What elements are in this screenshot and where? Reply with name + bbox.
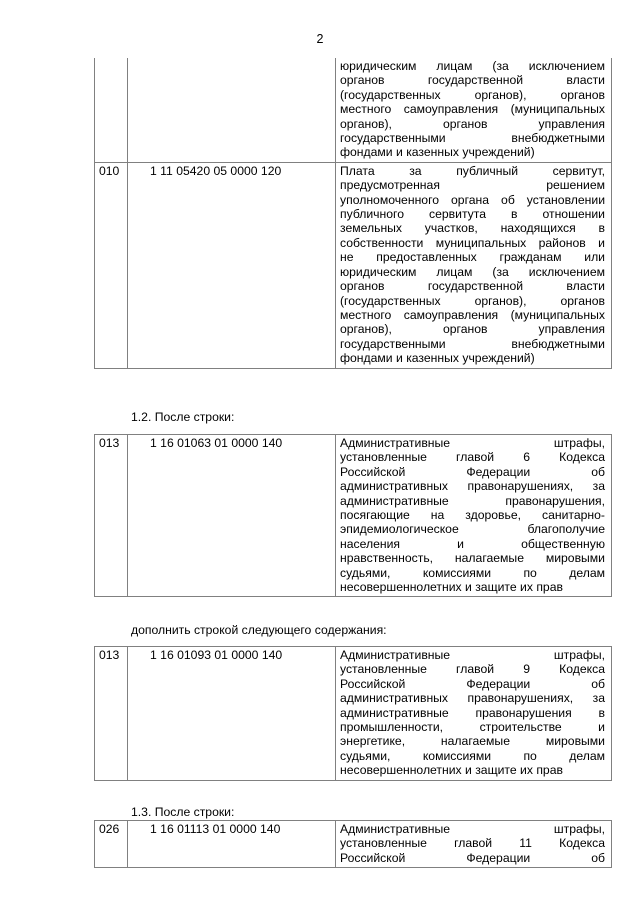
description-line: органов), органов управления xyxy=(340,322,605,337)
description-line: органов государственной власти xyxy=(340,73,605,88)
description-line: населения и общественную xyxy=(340,536,605,551)
description-line: посягающие на здоровье, санитарно- xyxy=(340,508,605,523)
kbk-code-cell: 1 16 01093 01 0000 140 xyxy=(128,647,336,781)
description-line: предусмотренная решением xyxy=(340,178,605,193)
description-line: судьями, комиссиями по делам xyxy=(340,565,605,580)
description-line: уполномоченного органа об установлении xyxy=(340,192,605,207)
description-line: Российской Федерации об xyxy=(340,464,605,479)
description-cell xyxy=(336,821,612,868)
kbk-table-next-row xyxy=(94,820,612,868)
description-cell xyxy=(336,162,612,368)
description-line: административных правонарушениях, за xyxy=(340,691,605,706)
description-line: органов государственной власти xyxy=(340,279,605,294)
admin-code-cell: 013 xyxy=(95,647,128,781)
description-line: собственности муниципальных районов и xyxy=(340,235,605,250)
table-row xyxy=(95,821,612,868)
description-line: административных правонарушениях, за xyxy=(340,479,605,494)
admin-code-cell: 010 xyxy=(95,162,128,368)
description-line: несовершеннолетних и защите их прав xyxy=(340,580,563,595)
admin-code-cell: 026 xyxy=(95,821,128,868)
admin-code-cell: 013 xyxy=(95,435,128,597)
description-line: административные правонарушения, xyxy=(340,493,605,508)
description-line: (государственных органов), органов xyxy=(340,293,605,308)
kbk-code-cell xyxy=(128,58,336,162)
description-line: Российской Федерации об xyxy=(340,676,605,691)
admin-code-cell xyxy=(95,58,128,162)
description-line: фондами и казенных учреждений) xyxy=(340,351,535,366)
table-row xyxy=(95,647,612,781)
add-row-instruction: дополнить строкой следующего содержания: xyxy=(131,623,387,637)
description-line: Российской Федерации об xyxy=(340,850,605,865)
kbk-code-cell: 1 16 01113 01 0000 140 xyxy=(128,821,336,868)
section-1-3-heading: 1.3. После строки: xyxy=(131,805,235,819)
description-line: юридическим лицам (за исключением xyxy=(340,59,605,73)
kbk-code-cell: 1 16 01063 01 0000 140 xyxy=(128,435,336,597)
kbk-table-continued xyxy=(94,58,612,369)
description-line: местного самоуправления (муниципальных xyxy=(340,307,605,322)
description-line: государственными внебюджетными xyxy=(340,336,605,351)
table-row xyxy=(95,435,612,597)
kbk-table-original-row xyxy=(94,434,612,597)
description-line: энергетике, налагаемые мировыми xyxy=(340,734,605,749)
description-cell xyxy=(336,647,612,781)
table-row xyxy=(95,58,612,162)
description-line: несовершеннолетних и защите их прав xyxy=(340,763,563,778)
description-line: земельных участков, находящихся в xyxy=(340,221,605,236)
description-line: нравственность, налагаемые мировыми xyxy=(340,551,605,566)
description-line: Административные штрафы, xyxy=(340,648,605,662)
description-cell xyxy=(336,58,612,162)
description-line: государственными внебюджетными xyxy=(340,131,605,146)
description-line: административные правонарушения в xyxy=(340,705,605,720)
kbk-code-cell: 1 11 05420 05 0000 120 xyxy=(128,162,336,368)
description-line: (государственных органов), органов xyxy=(340,87,605,102)
description-line: судьями, комиссиями по делам xyxy=(340,748,605,763)
description-line: Административные штрафы, xyxy=(340,436,605,450)
section-1-2-heading: 1.2. После строки: xyxy=(131,410,235,424)
description-line: установленные главой 9 Кодекса xyxy=(340,662,605,677)
page-number: 2 xyxy=(316,32,324,46)
description-line: установленные главой 6 Кодекса xyxy=(340,450,605,465)
description-line: фондами и казенных учреждений) xyxy=(340,145,535,160)
description-line: Плата за публичный сервитут, xyxy=(340,163,605,178)
table-row xyxy=(95,162,612,368)
description-line: органов), органов управления xyxy=(340,116,605,131)
kbk-table-new-row xyxy=(94,646,612,781)
description-line: эпидемиологическое благополучие xyxy=(340,522,605,537)
description-line: юридическим лицам (за исключением xyxy=(340,264,605,279)
description-line: местного самоуправления (муниципальных xyxy=(340,102,605,117)
description-line: Административные штрафы, xyxy=(340,822,605,836)
description-line: не предоставленных гражданам или xyxy=(340,250,605,265)
description-cell xyxy=(336,435,612,597)
description-line: публичного сервитута в отношении xyxy=(340,207,605,222)
description-line: промышленности, строительстве и xyxy=(340,720,605,735)
description-line: установленные главой 11 Кодекса xyxy=(340,836,605,851)
